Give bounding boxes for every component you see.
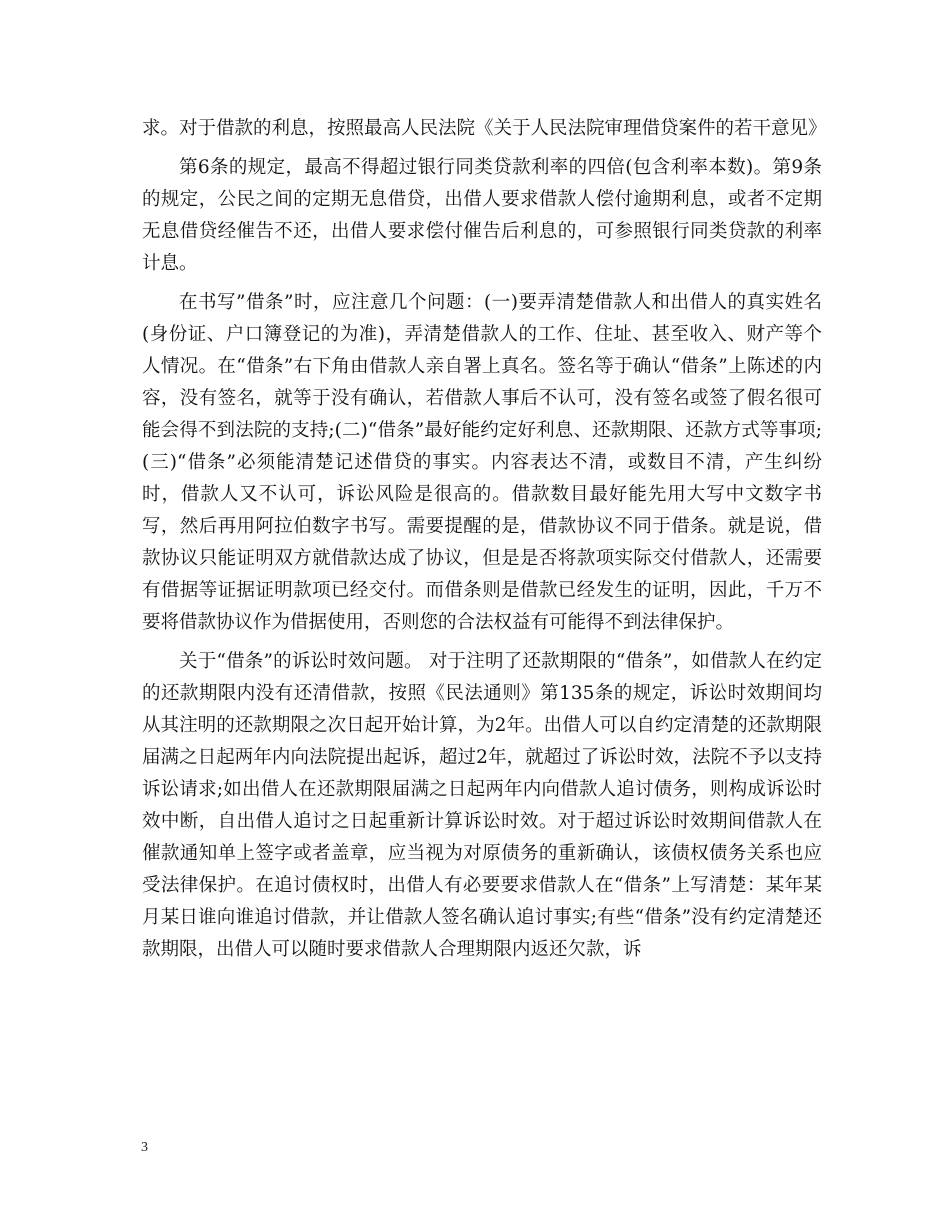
paragraph-4: 关于“借条”的诉讼时效问题。 对于注明了还款期限的“借条”，如借款人在约定的还款期限内没有还清借款，按照《民法通则》第135条的规定，诉讼时效期间均从其注明的还款期限之次日起开始计算，为2年。出借人可以自约定清楚的还款期限届满之日起两年内向法院提出起诉，超过2年，就超过了诉讼时效，法院不予以支持诉讼请求;如出借人在还款期限届满之日起两年内向借款人追讨债务，则构成诉讼时效中断，自出借人追讨之日起重新计算诉讼时效。对于超过诉讼时效期间借款人在催款通知单上签字或者盖章，应当视为对原债务的重新确认，该债权债务关系也应受法律保护。在追讨债权时，出借人有必要要求借款人在“借条”上写清楚：某年某月某日谁向谁追讨借款，并让借款人签名确认追讨事实;有些“借条”没有约定清楚还款期限，出借人可以随时要求借款人合理期限内返还欠款，诉 xyxy=(142,651,822,960)
document-body xyxy=(142,113,827,973)
paragraph-1: 求。对于借款的利息，按照最高人民法院《关于人民法院审理借贷案件的若干意见》 xyxy=(142,118,827,139)
paragraph-2: 第6条的规定，最高不得超过银行同类贷款利率的四倍(包含利率本数)。第9条的规定，公民之间的定期无息借贷，出借人要求借款人偿付逾期利息，或者不定期无息借贷经催告不还，出借人要求偿付催告后利息的，可参照银行同类贷款的利率计息。 xyxy=(142,157,822,274)
paragraph-3: 在书写”借条”时，应注意几个问题：(一)要弄清楚借款人和出借人的真实姓名(身份证、户口簿登记的为准)，弄清楚借款人的工作、住址、甚至收入、财产等个人情况。在“借条”右下角由借款人亲自署上真名。签名等于确认“借条”上陈述的内容，没有签名，就等于没有确认，若借款人事后不认可，没有签名或签了假名很可能会得不到法院的支持;(二)“借条”最好能约定好利息、还款期限、还款方式等事项;(三)“借条”必须能清楚记述借贷的事实。内容表达不清，或数目不清，产生纠纷时，借款人又不认可，诉讼风险是很高的。借款数目最好能先用大写中文数字书写，然后再用阿拉伯数字书写。需要提醒的是，借款协议不同于借条。就是说，借款协议只能证明双方就借款达成了协议，但是是否将款项实际交付借款人，还需要有借据等证据证明款项已经交付。而借条则是借款已经发生的证明，因此，千万不要将借款协议作为借据使用，否则您的合法权益有可能得不到法律保护。 xyxy=(142,292,822,633)
page-number: 3 xyxy=(141,1140,148,1155)
